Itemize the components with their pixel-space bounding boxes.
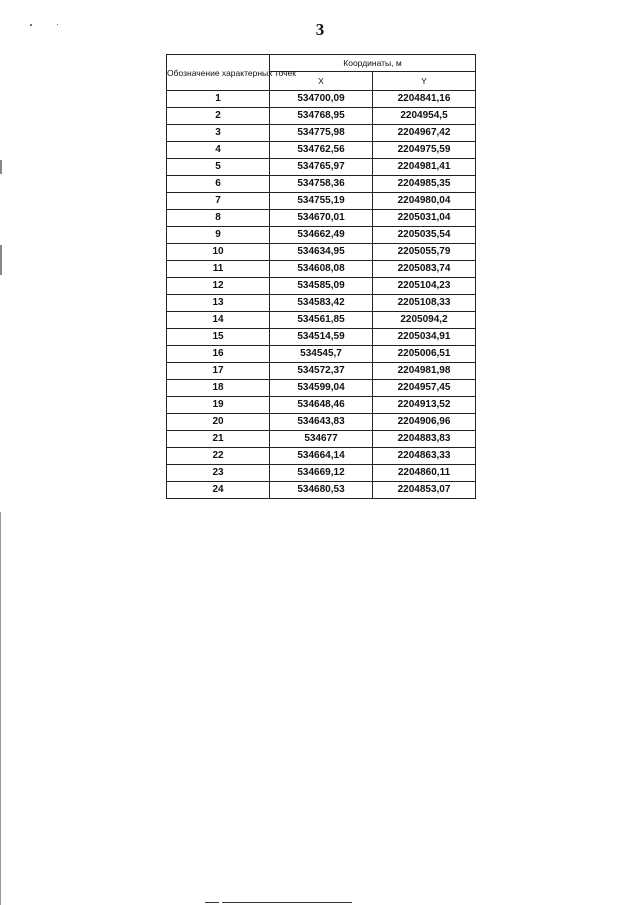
point-cell: 23: [167, 465, 270, 482]
point-cell: 3: [167, 125, 270, 142]
point-cell: 15: [167, 329, 270, 346]
y-coordinate-cell: 2204853,07: [373, 482, 476, 499]
footer-rule: [222, 902, 352, 903]
x-coordinate-cell: 534608,08: [270, 261, 373, 278]
y-coordinate-cell: 2205094,2: [373, 312, 476, 329]
x-coordinate-cell: 534768,95: [270, 108, 373, 125]
page-number: 3: [315, 20, 325, 39]
scan-edge-mark: [0, 512, 1, 905]
table-row: [167, 159, 476, 176]
point-cell: 16: [167, 346, 270, 363]
point-cell: 1: [167, 91, 270, 108]
coordinates-column-header: Координаты, м: [270, 55, 476, 72]
x-coordinate-cell: 534662,49: [270, 227, 373, 244]
point-cell: 19: [167, 397, 270, 414]
y-coordinate-cell: 2204841,16: [373, 91, 476, 108]
y-coordinate-cell: 2204975,59: [373, 142, 476, 159]
table-row: [167, 261, 476, 278]
point-cell: 14: [167, 312, 270, 329]
point-cell: 22: [167, 448, 270, 465]
table-row: [167, 193, 476, 210]
x-coordinate-cell: 534700,09: [270, 91, 373, 108]
y-coordinate-cell: 2204863,33: [373, 448, 476, 465]
point-cell: 11: [167, 261, 270, 278]
y-coordinate-cell: 2204981,98: [373, 363, 476, 380]
table-row: [167, 176, 476, 193]
x-coordinate-cell: 534585,09: [270, 278, 373, 295]
y-coordinate-cell: 2204954,5: [373, 108, 476, 125]
table-row: [167, 210, 476, 227]
point-cell: 9: [167, 227, 270, 244]
table-row: [167, 363, 476, 380]
point-cell: 4: [167, 142, 270, 159]
point-cell: 18: [167, 380, 270, 397]
point-cell: 10: [167, 244, 270, 261]
point-cell: 7: [167, 193, 270, 210]
y-coordinate-cell: 2204985,35: [373, 176, 476, 193]
table-row: [167, 482, 476, 499]
x-coordinate-cell: 534545,7: [270, 346, 373, 363]
x-coordinate-cell: 534634,95: [270, 244, 373, 261]
point-cell: 5: [167, 159, 270, 176]
y-coordinate-cell: 2204883,83: [373, 431, 476, 448]
point-cell: 6: [167, 176, 270, 193]
table-row: [167, 346, 476, 363]
y-coordinate-cell: 2204981,41: [373, 159, 476, 176]
x-coordinate-cell: 534755,19: [270, 193, 373, 210]
table-row: [167, 329, 476, 346]
footer-rule: [205, 902, 219, 903]
x-coordinate-cell: 534643,83: [270, 414, 373, 431]
y-coordinate-cell: 2204860,11: [373, 465, 476, 482]
point-column-header: Обозначение характерных точек: [167, 55, 270, 91]
scan-edge-mark: [0, 160, 2, 174]
x-coordinate-cell: 534514,59: [270, 329, 373, 346]
table-row: [167, 142, 476, 159]
y-coordinate-cell: 2205031,04: [373, 210, 476, 227]
table-row: [167, 380, 476, 397]
y-coordinate-cell: 2205104,23: [373, 278, 476, 295]
y-coordinate-cell: 2204906,96: [373, 414, 476, 431]
x-coordinate-cell: 534670,01: [270, 210, 373, 227]
x-coordinate-cell: 534758,36: [270, 176, 373, 193]
table-row: [167, 465, 476, 482]
point-cell: 24: [167, 482, 270, 499]
y-column-header: Y: [373, 72, 476, 91]
y-coordinate-cell: 2205006,51: [373, 346, 476, 363]
point-cell: 17: [167, 363, 270, 380]
table-row: [167, 125, 476, 142]
x-coordinate-cell: 534599,04: [270, 380, 373, 397]
table-header: [167, 55, 476, 91]
x-coordinate-cell: 534572,37: [270, 363, 373, 380]
x-coordinate-cell: 534664,14: [270, 448, 373, 465]
table-row: [167, 227, 476, 244]
table-row: [167, 448, 476, 465]
x-coordinate-cell: 534677: [270, 431, 373, 448]
x-coordinate-cell: 534762,56: [270, 142, 373, 159]
table-row: [167, 397, 476, 414]
x-coordinate-cell: 534561,85: [270, 312, 373, 329]
table-row: [167, 278, 476, 295]
x-coordinate-cell: 534669,12: [270, 465, 373, 482]
x-coordinate-cell: 534583,42: [270, 295, 373, 312]
table-row: [167, 414, 476, 431]
x-coordinate-cell: 534680,53: [270, 482, 373, 499]
y-coordinate-cell: 2205034,91: [373, 329, 476, 346]
y-coordinate-cell: 2204913,52: [373, 397, 476, 414]
y-coordinate-cell: 2205055,79: [373, 244, 476, 261]
table-row: [167, 91, 476, 108]
y-coordinate-cell: 2205083,74: [373, 261, 476, 278]
table-row: [167, 295, 476, 312]
coordinates-table: [166, 54, 476, 499]
x-column-header: X: [270, 72, 373, 91]
point-cell: 20: [167, 414, 270, 431]
point-cell: 2: [167, 108, 270, 125]
point-cell: 8: [167, 210, 270, 227]
x-coordinate-cell: 534765,97: [270, 159, 373, 176]
point-cell: 21: [167, 431, 270, 448]
y-coordinate-cell: 2204967,42: [373, 125, 476, 142]
point-cell: 12: [167, 278, 270, 295]
table-row: [167, 244, 476, 261]
point-cell: 13: [167, 295, 270, 312]
y-coordinate-cell: 2205035,54: [373, 227, 476, 244]
scan-edge-mark: [0, 245, 2, 275]
table-row: [167, 431, 476, 448]
y-coordinate-cell: 2204957,45: [373, 380, 476, 397]
table-body: [167, 91, 476, 499]
x-coordinate-cell: 534648,46: [270, 397, 373, 414]
table-row: [167, 312, 476, 329]
y-coordinate-cell: 2205108,33: [373, 295, 476, 312]
x-coordinate-cell: 534775,98: [270, 125, 373, 142]
table-row: [167, 108, 476, 125]
y-coordinate-cell: 2204980,04: [373, 193, 476, 210]
